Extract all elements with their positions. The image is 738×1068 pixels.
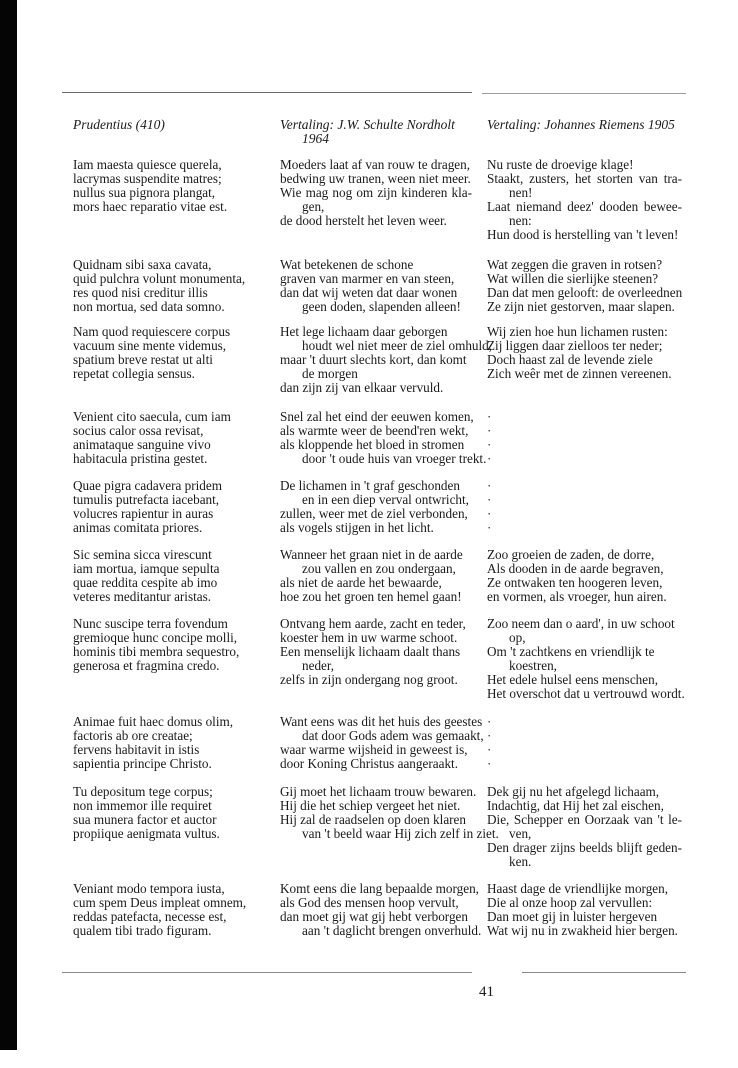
verse-line: De lichamen in 't graf geschonden <box>280 478 460 493</box>
omitted-stanza-dots <box>487 410 491 466</box>
verse-line: als vogels stijgen in het licht. <box>280 519 434 535</box>
verse-line: houdt wel niet meer de ziel omhuld, <box>302 337 493 353</box>
verse-line: Nu ruste de droevige klage! <box>487 157 634 172</box>
stanza-schulte <box>280 409 487 466</box>
verse-line: maar 't duurt slechts kort, dan komt <box>280 351 467 367</box>
stanza-schulte <box>280 548 472 604</box>
verse-line: Ze ontwaken ten hoogeren leven, <box>487 574 663 590</box>
verse-line: Staakt, zusters, het storten van tra- <box>487 170 682 186</box>
stanza-schulte <box>280 714 484 771</box>
omitted-stanza-dots <box>487 715 491 771</box>
stanza-riemens <box>487 785 682 868</box>
verse-line: gremioque hunc concipe molli, <box>73 629 238 645</box>
verse-line: repetat collegia sensus. <box>73 365 195 381</box>
verse-line: quae reddita cespite ab imo <box>73 574 218 590</box>
verse-line: Quidnam sibi saxa cavata, <box>73 257 212 272</box>
verse-line: Wat willen die sierlijke steenen? <box>487 270 659 286</box>
verse-line: Hun dood is herstelling van 't leven! <box>487 226 679 242</box>
verse-line: Animae fuit haec domus olim, <box>73 714 234 729</box>
verse-line: graven van marmer en van steen, <box>280 270 455 286</box>
footer-rule <box>522 972 686 973</box>
stanza-latin <box>73 258 273 314</box>
verse-line: Komt eens die lang bepaalde morgen, <box>280 881 479 896</box>
omission-dot: · <box>487 714 492 729</box>
verse-line: Doch haast zal de levende ziele <box>487 351 653 367</box>
verse-line: non immemor ille requiret <box>73 797 212 813</box>
verse-line: nullus sua pignora plangat, <box>73 184 216 200</box>
verse-line: reddas patefacta, necesse est, <box>73 908 227 924</box>
verse-line: Zoo groeien de zaden, de dorre, <box>487 547 655 562</box>
verse-line: habitacula pristina gestet. <box>73 450 208 466</box>
verse-line: nen: <box>509 212 532 228</box>
verse-line: gen, <box>302 198 325 214</box>
stanza-latin <box>73 785 273 841</box>
verse-line: animataque sanguine vivo <box>73 436 211 452</box>
verse-line: hoe zou het groen ten hemel gaan! <box>280 588 462 604</box>
verse-line: animas comitata priores. <box>73 519 203 535</box>
verse-line: Zij liggen daar zielloos ter neder; <box>487 337 663 353</box>
stanza-latin <box>73 617 273 673</box>
verse-line: Hij zal de raadselen op doen klaren <box>280 811 467 827</box>
verse-line: Wij zien hoe hun lichamen rusten: <box>487 324 668 339</box>
verse-line: door 't oude huis van vroeger trekt. <box>302 450 487 466</box>
verse-line: als God des mensen hoop vervult, <box>280 894 459 910</box>
page-number: 41 <box>479 984 494 1000</box>
verse-line: en vormen, als vroeger, hun airen. <box>487 588 667 604</box>
verse-line: sapientia principe Christo. <box>73 755 212 771</box>
verse-line: koestren, <box>509 657 557 673</box>
verse-line: res quod nisi creditur illis <box>73 284 208 300</box>
verse-line: volucres rapientur in auras <box>73 505 214 521</box>
verse-line: iam mortua, iamque sepulta <box>73 560 220 576</box>
header-rule <box>482 93 686 94</box>
verse-line: mors haec reparatio vitae est. <box>73 198 228 214</box>
verse-line: Want eens was dit het huis des geestes <box>280 714 483 729</box>
verse-line: cum spem Deus impleat omnem, <box>73 894 247 910</box>
omission-dot: · <box>487 727 492 743</box>
verse-line: zelfs in zijn ondergang nog groot. <box>280 671 458 687</box>
omission-dot: · <box>487 519 492 535</box>
stanza-schulte <box>280 784 499 841</box>
omission-dot: · <box>487 436 492 452</box>
verse-line: Als dooden in de aarde begraven, <box>487 560 664 576</box>
omission-dot: · <box>487 409 492 424</box>
verse-line: Een menselijk lichaam daalt thans <box>280 643 461 659</box>
omission-dot: · <box>487 450 492 466</box>
stanza-latin <box>73 882 273 938</box>
verse-line: Dek gij nu het afgelegd lichaam, <box>487 784 660 799</box>
stanza-schulte <box>280 617 472 687</box>
verse-line: Wat betekenen de schone <box>280 257 414 272</box>
verse-line: Wat zeggen die graven in rotsen? <box>487 257 663 272</box>
verse-line: als niet de aarde het bewaarde, <box>280 574 442 590</box>
verse-line: Die, Schepper en Oorzaak van 't le- <box>487 811 682 827</box>
verse-line: zullen, weer met de ziel verbonden, <box>280 505 468 521</box>
verse-line: factoris ab ore creatae; <box>73 727 193 743</box>
verse-line: Zich weêr met de zinnen vereenen. <box>487 365 672 381</box>
verse-line: generosa et fragmina credo. <box>73 657 220 673</box>
verse-line: Zoo neem dan o aard', in uw schoot <box>487 616 675 631</box>
verse-line: Iam maesta quiesce querela, <box>73 157 222 172</box>
omission-dot: · <box>487 422 492 438</box>
omitted-stanza-dots <box>487 479 491 535</box>
footer-rule <box>62 972 472 973</box>
stanza-schulte <box>280 324 493 395</box>
verse-line: Het lege lichaam daar geborgen <box>280 324 448 339</box>
verse-line: Ze zijn niet gestorven, maar slapen. <box>487 298 675 314</box>
stanza-schulte <box>280 258 472 314</box>
stanza-riemens <box>487 616 685 701</box>
stanza-latin <box>73 715 273 771</box>
stanza-riemens <box>487 548 682 604</box>
verse-line: sua munera factor et auctor <box>73 811 217 827</box>
stanza-riemens <box>487 882 682 938</box>
omission-dot: · <box>487 505 492 521</box>
verse-line: dat door Gods adem was gemaakt, <box>302 727 484 743</box>
verse-line: ven, <box>509 825 532 841</box>
verse-line: Dan dat men gelooft: de overleednen <box>487 284 683 300</box>
verse-line: koester hem in uw warme schoot. <box>280 629 458 645</box>
heading-schulte-line: Vertaling: J.W. Schulte Nordholt <box>280 117 455 132</box>
verse-line: van 't beeld waar Hij zich zelf in ziet. <box>302 825 499 841</box>
verse-line: Quae pigra cadavera pridem <box>73 478 223 493</box>
verse-line: Tu depositum tege corpus; <box>73 784 213 799</box>
verse-line: Het edele hulsel eens menschen, <box>487 671 659 687</box>
verse-line: Moeders laat af van rouw te dragen, <box>280 157 471 172</box>
verse-line: fervens habitavit in istis <box>73 741 200 757</box>
verse-line: en in een diep verval ontwricht, <box>302 491 469 507</box>
verse-line: Nam quod requiescere corpus <box>73 324 231 339</box>
omission-dot: · <box>487 491 492 507</box>
verse-line: hominis tibi membra sequestro, <box>73 643 240 659</box>
verse-line: bedwing uw tranen, ween niet meer. <box>280 170 471 186</box>
stanza-latin <box>73 410 273 466</box>
verse-line: dan dat wij weten dat daar wonen <box>280 284 458 300</box>
verse-line: Sic semina sicca virescunt <box>73 547 212 562</box>
heading-schulte <box>280 118 455 146</box>
verse-line: zou vallen en zou ondergaan, <box>302 560 456 576</box>
verse-line: quid pulchra volunt monumenta, <box>73 270 246 286</box>
verse-line: Indachtig, dat Hij het zal eischen, <box>487 797 664 813</box>
verse-line: Nunc suscipe terra fovendum <box>73 616 228 631</box>
verse-line: Om 't zachtkens en vriendlijk te <box>487 643 655 659</box>
stanza-latin <box>73 325 273 381</box>
header-rule <box>62 92 472 93</box>
verse-line: tumulis putrefacta iacebant, <box>73 491 220 507</box>
verse-line: Wie mag nog om zijn kinderen kla- <box>280 184 472 200</box>
stanza-latin <box>73 158 273 214</box>
heading-schulte-line: 1964 <box>302 131 329 146</box>
verse-line: vacuum sine mente videmus, <box>73 337 227 353</box>
stanza-schulte <box>280 158 472 228</box>
verse-line: Snel zal het eind der eeuwen komen, <box>280 409 474 424</box>
heading-latin: Prudentius (410) <box>73 117 165 132</box>
verse-line: Wanneer het graan niet in de aarde <box>280 547 463 562</box>
scan-edge-bar <box>0 0 17 1050</box>
verse-line: op, <box>509 629 526 645</box>
stanza-riemens <box>487 325 682 381</box>
verse-line: socius calor ossa revisat, <box>73 422 204 438</box>
verse-line: qualem tibi trado figuram. <box>73 922 212 938</box>
stanza-riemens <box>487 158 682 241</box>
stanza-schulte <box>280 479 472 535</box>
verse-line: geen doden, slapenden alleen! <box>302 298 461 314</box>
stanza-schulte <box>280 881 482 938</box>
omission-dot: · <box>487 478 492 493</box>
verse-line: Ontvang hem aarde, zacht en teder, <box>280 616 466 631</box>
omission-dot: · <box>487 755 492 771</box>
verse-line: Wat wij nu in zwakheid hier bergen. <box>487 922 678 938</box>
verse-line: Laat niemand deez' dooden bewee- <box>487 198 682 214</box>
verse-line: nen! <box>509 184 533 200</box>
verse-line: als warmte weer de beend'ren wekt, <box>280 422 469 438</box>
stanza-latin <box>73 548 273 604</box>
verse-line: veteres meditantur aristas. <box>73 588 212 604</box>
verse-line: spatium breve restat ut alti <box>73 351 213 367</box>
stanza-riemens <box>487 258 682 314</box>
verse-line: Venient cito saecula, cum iam <box>73 409 231 424</box>
verse-line: de dood herstelt het leven weer. <box>280 212 447 228</box>
verse-line: door Koning Christus aangeraakt. <box>280 755 458 771</box>
stanza-latin <box>73 479 273 535</box>
verse-line: lacrymas suspendite matres; <box>73 170 222 186</box>
verse-line: aan 't daglicht brengen onverhuld. <box>302 922 482 938</box>
verse-line: Gij moet het lichaam trouw bewaren. <box>280 784 477 799</box>
verse-line: Veniant modo tempora iusta, <box>73 881 225 896</box>
verse-line: Den drager zijns beelds blijft geden- <box>487 839 682 855</box>
verse-line: als kloppende het bloed in stromen <box>280 436 465 452</box>
verse-line: dan moet gij wat gij hebt verborgen <box>280 908 468 924</box>
omission-dot: · <box>487 741 492 757</box>
verse-line: neder, <box>302 657 335 673</box>
verse-line: Het overschot dat u vertrouwd wordt. <box>487 685 685 701</box>
verse-line: Hij die het schiep vergeet het niet. <box>280 797 461 813</box>
verse-line: Die al onze hoop zal vervullen: <box>487 894 653 910</box>
verse-line: waar warme wijsheid in geweest is, <box>280 741 468 757</box>
verse-line: non mortua, sed data somno. <box>73 298 225 314</box>
verse-line: Haast dage de vriendlijke morgen, <box>487 881 669 896</box>
verse-line: propiique aenigmata vultus. <box>73 825 220 841</box>
verse-line: de morgen <box>302 365 358 381</box>
verse-line: ken. <box>509 853 532 869</box>
verse-line: dan zijn zij van elkaar vervuld. <box>280 379 444 395</box>
verse-line: Dan moet gij in luister hergeven <box>487 908 658 924</box>
heading-riemens: Vertaling: Johannes Riemens 1905 <box>487 117 675 132</box>
